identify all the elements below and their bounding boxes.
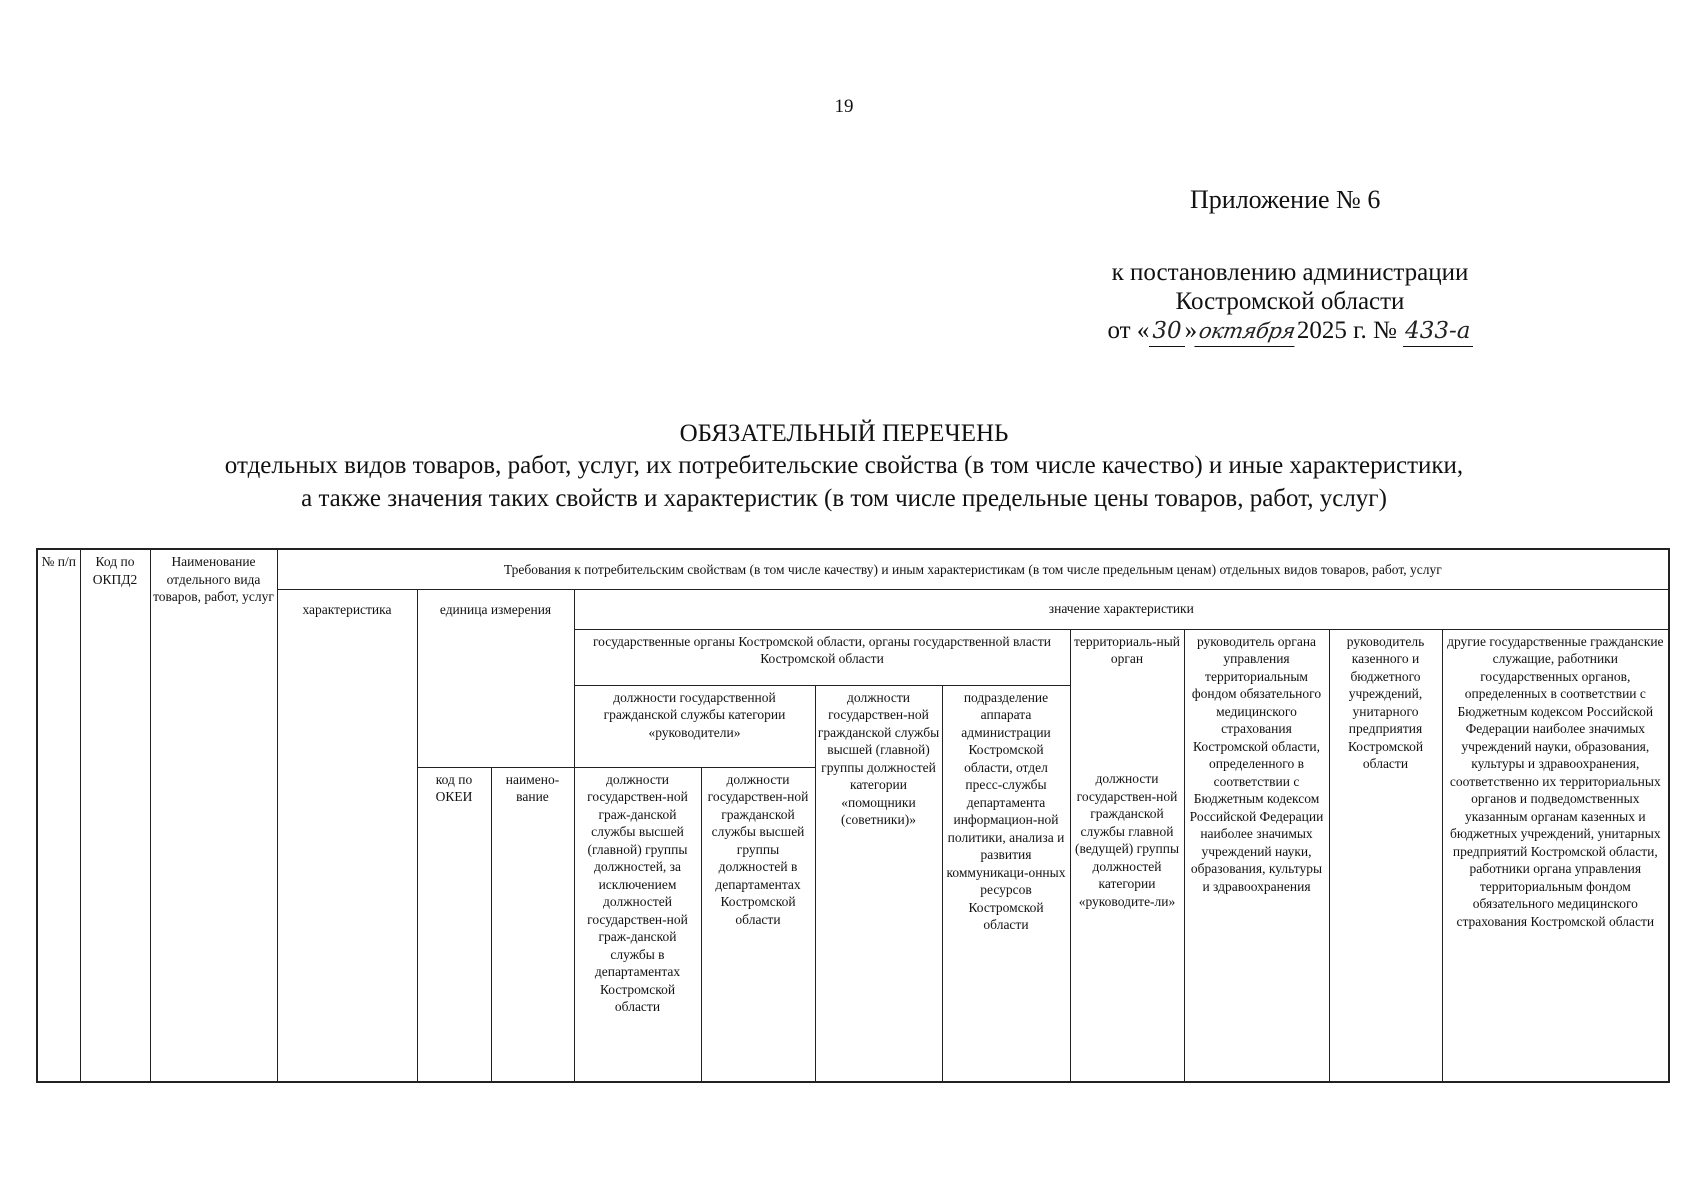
- header-value: значение характеристики: [574, 589, 1669, 629]
- header-other-servants: другие государственные гражданские служащие, работники государственных органов, определенных в соответствии с Бюджетным кодексом Российской Федерации наиболее значимых учреждений науки, образования, культуры и здравоохранения, соответственно их территориальных органов и подведомственных указанным органам казенных и бюджетных учреждений, унитарных предприятий Костромской области, работники органа управления территориальным фондом обязательного медицинского страхования Костромской области: [1442, 629, 1669, 1082]
- header-institution-head: руководитель казенного и бюджетного учреждений, унитарного предприятия Костромской области: [1329, 629, 1442, 1082]
- document-subtitle-1: отдельных видов товаров, работ, услуг, их потребительские свойства (в том числе качество) и иные характеристики,: [224, 452, 1464, 479]
- header-territorial-body: территориаль-ный орган: [1070, 629, 1184, 767]
- header-num: № п/п: [37, 549, 80, 1082]
- decree-line-1: к постановлению администрации: [1111, 259, 1469, 286]
- decree-quote-close: »: [1184, 317, 1198, 344]
- handwritten-number: 433-а: [1403, 317, 1472, 347]
- header-territorial-positions: должности государствен-ной гражданской службы главной (ведущей) группы должностей категории «руководите-ли»: [1070, 767, 1184, 1082]
- header-okpd: Код по ОКПД2: [80, 549, 150, 1082]
- header-unit: единица измерения: [417, 589, 574, 629]
- document-title: ОБЯЗАТЕЛЬНЫЙ ПЕРЕЧЕНЬ: [679, 420, 1009, 447]
- header-characteristic: характеристика: [277, 589, 417, 1082]
- document-subtitle-2: а также значения таких свойств и характеристик (в том числе предельные цены товаров, работ, услуг): [301, 485, 1387, 512]
- header-heads-highest-departments: должности государствен-ной гражданской службы высшей группы должностей в департаментах Костромской области: [701, 767, 815, 1082]
- header-fund-head: руководитель органа управления территориальным фондом обязательного медицинского страхования Костромской области, определенного в соответствии с Бюджетным кодексом Российской Федерации наиболее значимых учреждений науки, образования, культуры и здравоохранения: [1184, 629, 1329, 1082]
- decree-reference: [1060, 258, 1520, 347]
- decree-line-2: Костромской области: [1175, 288, 1405, 315]
- handwritten-day: 30: [1149, 317, 1184, 347]
- header-press-unit: подразделение аппарата администрации Костромской области, отдел пресс-службы департамента информацион-ной политики, анализа и развития коммуникаци-онных ресурсов Костромской области: [942, 685, 1070, 1082]
- decree-date-line: [1060, 316, 1520, 347]
- header-unit-name: наимено-вание: [491, 767, 574, 1082]
- header-item-name: Наименование отдельного вида товаров, работ, услуг: [150, 549, 277, 1082]
- decree-from-prefix: от «: [1107, 317, 1150, 344]
- header-gov-bodies: государственные органы Костромской области, органы государственной власти Костромской области: [574, 629, 1070, 685]
- header-heads-highest-except: должности государствен-ной граж-данской службы высшей (главной) группы должностей, за исключением должностей государствен-ной граж-данской службы в департаментах Костромской области: [574, 767, 701, 1082]
- header-unit-spacer: [417, 629, 574, 767]
- page-number: 19: [834, 96, 854, 117]
- header-gov-heads: должности государственной гражданской службы категории «руководители»: [574, 685, 815, 767]
- header-gov-assistants: должности государствен-ной гражданской службы высшей (главной) группы должностей категории «помощники (советники)»: [815, 685, 942, 1082]
- header-unit-code: код по ОКЕИ: [417, 767, 491, 1082]
- requirements-table: [36, 548, 1670, 1083]
- appendix-label: Приложение № 6: [1190, 185, 1381, 214]
- header-requirements: Требования к потребительским свойствам (в том числе качеству) и иным характеристикам (в том числе предельным ценам) отдельных видов товаров, работ, услуг: [277, 549, 1669, 589]
- handwritten-month: октября: [1194, 317, 1299, 347]
- decree-year: 2025 г. №: [1296, 317, 1397, 344]
